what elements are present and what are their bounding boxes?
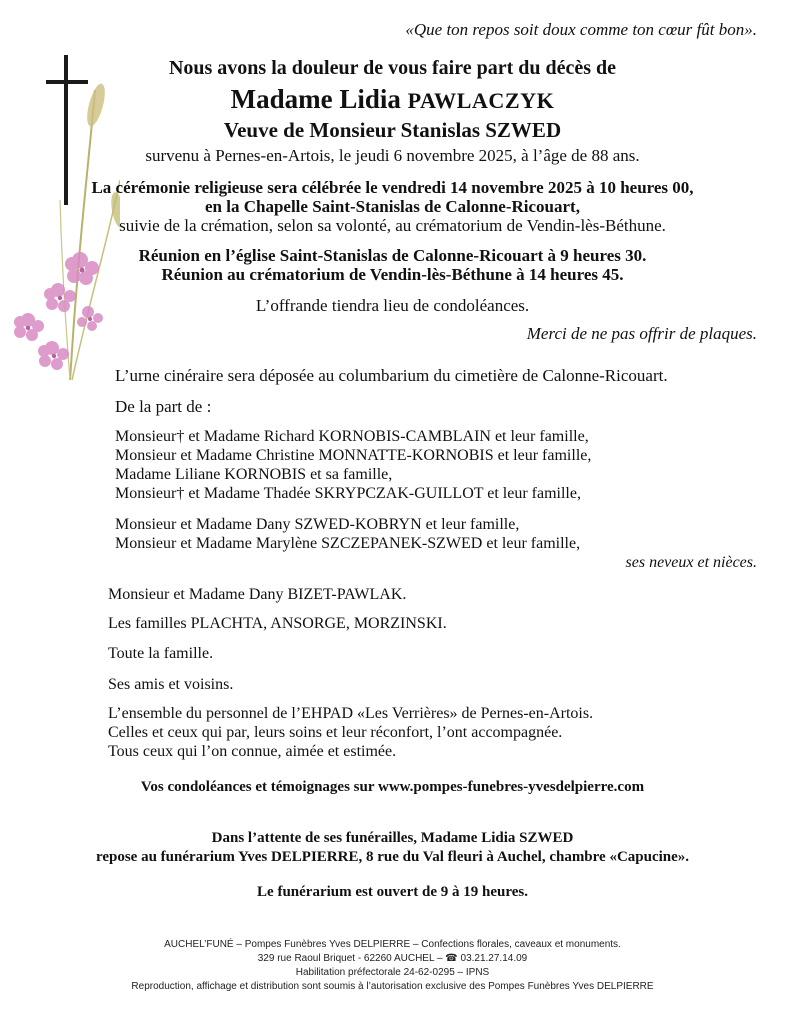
condolences-website: Vos condoléances et témoignages sur www.pompes-funebres-yvesdelpierre.com <box>140 779 645 795</box>
urn-line: L’urne cinéraire sera déposée au columbarium du cimetière de Calonne-Ricouart. <box>115 366 668 385</box>
funerarium-hours: Le funérarium est ouvert de 9 à 19 heures. <box>257 884 528 900</box>
family-line: Madame Liliane KORNOBIS et sa famille, <box>115 466 393 483</box>
all-family-line: Toute la famille. <box>108 645 214 662</box>
footer-line-3: Habilitation préfectorale 24-62-0295 – IPNS <box>295 967 490 978</box>
deceased-name <box>0 84 785 115</box>
staff-line: Tous ceux qui l’on connue, aimée et estimée. <box>108 743 397 760</box>
offering-line: L’offrande tiendra lieu de condoléances. <box>255 296 530 315</box>
ceremony-line-3: suivie de la crémation, selon sa volonté, au crématorium de Vendin-lès-Béthune. <box>119 216 666 235</box>
funerarium-line-2: repose au funérarium Yves DELPIERRE, 8 rue du Val fleuri à Auchel, chambre «Capucine». <box>95 849 690 865</box>
ceremony-line-2: en la Chapelle Saint-Stanislas de Calonne-Ricouart, <box>205 197 580 216</box>
nephews-label: ses neveux et nièces. <box>625 554 757 571</box>
staff-line: Celles et ceux qui par, leurs soins et leur réconfort, l’ont accompagnée. <box>108 724 563 741</box>
no-plaques-line: Merci de ne pas offrir de plaques. <box>526 324 757 343</box>
deceased-first-name: Madame Lidia <box>230 84 401 114</box>
footer-line-1: AUCHEL’FUNÉ – Pompes Funèbres Yves DELPIERRE – Confections florales, caveaux et monuments. <box>164 939 621 950</box>
family-line: Monsieur et Madame Marylène SZCZEPANEK-SZWED et leur famille, <box>115 535 581 552</box>
epigraph: «Que ton repos soit doux comme ton cœur fût bon». <box>405 20 757 39</box>
deceased-last-name: PAWLACZYK <box>407 88 555 113</box>
family-line: Monsieur† et Madame Richard KORNOBIS-CAMBLAIN et leur famille, <box>115 428 589 445</box>
footer-line-2: 329 rue Raoul Briquet - 62260 AUCHEL – ☎ 03.21.27.14.09 <box>257 953 528 964</box>
friends-line: Ses amis et voisins. <box>108 676 234 693</box>
footer-line-4: Reproduction, affichage et distribution sont soumis à l’autorisation exclusive des Pompes Funèbres Yves DELPIERRE <box>131 981 654 992</box>
meeting-line-2: Réunion au crématorium de Vendin-lès-Béthune à 14 heures 45. <box>161 265 624 284</box>
families-line: Les familles PLACHTA, ANSORGE, MORZINSKI. <box>108 615 447 632</box>
death-line: survenu à Pernes-en-Artois, le jeudi 6 novembre 2025, à l’âge de 88 ans. <box>145 146 640 165</box>
from-label: De la part de : <box>115 397 212 416</box>
bizet-line: Monsieur et Madame Dany BIZET-PAWLAK. <box>108 586 407 603</box>
family-line: Monsieur† et Madame Thadée SKRYPCZAK-GUILLOT et leur famille, <box>115 485 581 502</box>
announcement: Nous avons la douleur de vous faire part du décès de <box>168 57 617 79</box>
ceremony-line-1: La cérémonie religieuse sera célébrée le vendredi 14 novembre 2025 à 10 heures 00, <box>91 178 694 197</box>
funerarium-line-1: Dans l’attente de ses funérailles, Madame Lidia SZWED <box>211 830 574 846</box>
widow-line: Veuve de Monsieur Stanislas SZWED <box>223 118 562 142</box>
family-line: Monsieur et Madame Dany SZWED-KOBRYN et leur famille, <box>115 516 520 533</box>
staff-line: L’ensemble du personnel de l’EHPAD «Les Verrières» de Pernes-en-Artois. <box>108 705 594 722</box>
meeting-line-1: Réunion en l’église Saint-Stanislas de Calonne-Ricouart à 9 heures 30. <box>138 246 647 265</box>
family-line: Monsieur et Madame Christine MONNATTE-KORNOBIS et leur famille, <box>115 447 592 464</box>
